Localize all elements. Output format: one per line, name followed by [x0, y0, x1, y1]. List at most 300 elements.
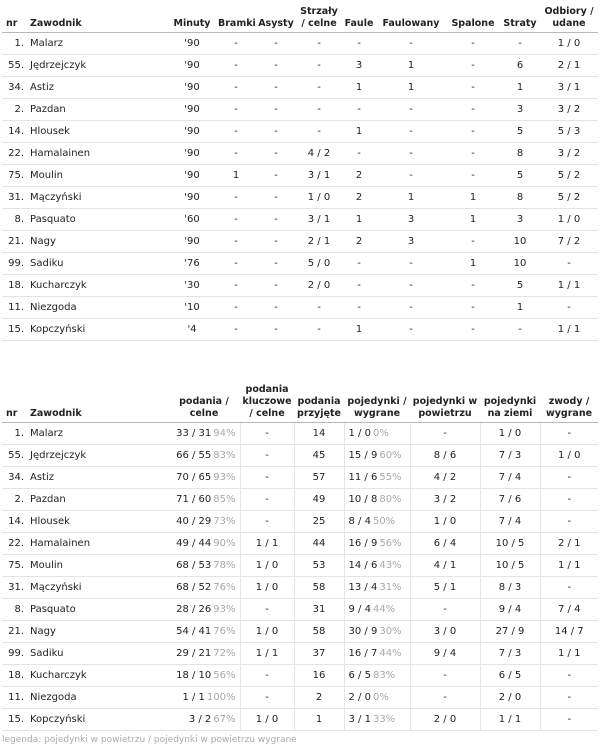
- cell-duels: [344, 466, 410, 488]
- cell-goals: -: [216, 54, 256, 76]
- cell-player: Kopczyński: [28, 708, 168, 730]
- cell-shots: 5 / 0: [296, 252, 342, 274]
- cell-air-duels: 2 / 0: [410, 708, 480, 730]
- cell-fouls: -: [342, 142, 376, 164]
- cell-passes: [168, 422, 240, 444]
- cell-contests: -: [540, 664, 598, 686]
- cell-player: Nagy: [28, 620, 168, 642]
- cell-losses: 5: [500, 164, 540, 186]
- cell-assists: -: [256, 230, 296, 252]
- cell-offsides: -: [446, 120, 500, 142]
- cell-nr: 15.: [2, 318, 28, 340]
- cell-minutes: '4: [168, 318, 216, 340]
- table-row: [2, 274, 598, 296]
- cell-losses: -: [500, 318, 540, 340]
- cell-contests: -: [540, 466, 598, 488]
- cell-received: 49: [294, 488, 344, 510]
- cell-offsides: -: [446, 32, 500, 54]
- cell-assists: -: [256, 142, 296, 164]
- cell-duels-value: 8 / 4: [348, 515, 371, 527]
- table-header-row: [2, 375, 598, 422]
- cell-fouls: 1: [342, 76, 376, 98]
- cell-shots: 2 / 1: [296, 230, 342, 252]
- cell-offsides: -: [446, 274, 500, 296]
- cell-recoveries: 1 / 0: [540, 208, 598, 230]
- cell-passes: [168, 686, 240, 708]
- cell-offsides: -: [446, 98, 500, 120]
- cell-duels: [344, 686, 410, 708]
- cell-duels-value: 14 / 6: [348, 559, 378, 571]
- col-minutes: Minuty: [168, 0, 216, 32]
- cell-passes-value: 33 / 31: [176, 427, 212, 439]
- cell-fouls: 2: [342, 164, 376, 186]
- col-passes: podania / celne: [168, 375, 240, 422]
- col-nr: nr: [2, 375, 28, 422]
- cell-duels: [344, 510, 410, 532]
- cell-minutes: '90: [168, 120, 216, 142]
- cell-fouled: -: [376, 164, 446, 186]
- cell-nr: 22.: [2, 532, 28, 554]
- cell-fouls: 2: [342, 230, 376, 252]
- table-row: [2, 598, 598, 620]
- cell-ground-duels: 2 / 0: [480, 686, 540, 708]
- cell-duels-value: 3 / 1: [348, 713, 371, 725]
- cell-duels-percent: 55%: [379, 471, 402, 483]
- cell-passes-value: 71 / 60: [176, 493, 212, 505]
- table-row: [2, 186, 598, 208]
- cell-recoveries: 5 / 3: [540, 120, 598, 142]
- cell-assists: -: [256, 54, 296, 76]
- cell-shots: 1 / 0: [296, 186, 342, 208]
- cell-minutes: '76: [168, 252, 216, 274]
- cell-passes-percent: 93%: [213, 603, 236, 615]
- table-row: [2, 532, 598, 554]
- cell-contests: 1 / 1: [540, 554, 598, 576]
- stats-table-passing-duels: [2, 375, 598, 731]
- cell-player: Sadiku: [28, 252, 168, 274]
- cell-minutes: '90: [168, 54, 216, 76]
- cell-passes: [168, 510, 240, 532]
- cell-losses: 1: [500, 296, 540, 318]
- cell-duels-percent: 31%: [379, 581, 402, 593]
- cell-ground-duels: 7 / 3: [480, 642, 540, 664]
- cell-nr: 34.: [2, 466, 28, 488]
- cell-fouls: 3: [342, 54, 376, 76]
- cell-received: 53: [294, 554, 344, 576]
- cell-minutes: '90: [168, 142, 216, 164]
- cell-fouled: -: [376, 142, 446, 164]
- cell-recoveries: 1 / 1: [540, 318, 598, 340]
- cell-player: Kopczyński: [28, 318, 168, 340]
- table-header-row: [2, 0, 598, 32]
- cell-duels-percent: 0%: [372, 691, 389, 703]
- cell-duels-value: 9 / 4: [348, 603, 371, 615]
- cell-passes-percent: 67%: [213, 713, 236, 725]
- cell-losses: 8: [500, 186, 540, 208]
- cell-key-passes: 1 / 1: [240, 532, 294, 554]
- cell-duels: [344, 620, 410, 642]
- cell-recoveries: 3 / 1: [540, 76, 598, 98]
- cell-nr: 75.: [2, 554, 28, 576]
- cell-nr: 2.: [2, 98, 28, 120]
- cell-fouls: 1: [342, 318, 376, 340]
- cell-player: Niezgoda: [28, 686, 168, 708]
- cell-offsides: 1: [446, 186, 500, 208]
- cell-player: Mączyński: [28, 186, 168, 208]
- cell-air-duels: 6 / 4: [410, 532, 480, 554]
- cell-shots: -: [296, 76, 342, 98]
- cell-fouled: 3: [376, 230, 446, 252]
- cell-duels-value: 13 / 4: [348, 581, 378, 593]
- cell-duels-value: 2 / 0: [348, 691, 371, 703]
- table-row: [2, 708, 598, 730]
- cell-recoveries: 1 / 1: [540, 274, 598, 296]
- cell-losses: 5: [500, 120, 540, 142]
- cell-goals: -: [216, 186, 256, 208]
- cell-passes-value: 18 / 10: [176, 669, 212, 681]
- cell-fouls: -: [342, 98, 376, 120]
- cell-player: Astiz: [28, 466, 168, 488]
- cell-ground-duels: 6 / 5: [480, 664, 540, 686]
- cell-player: Kucharczyk: [28, 274, 168, 296]
- cell-passes-value: 54 / 41: [176, 625, 212, 637]
- cell-duels-percent: 33%: [372, 713, 396, 725]
- cell-fouls: 1: [342, 120, 376, 142]
- col-duels: pojedynki / wygrane: [344, 375, 410, 422]
- table-row: [2, 642, 598, 664]
- cell-air-duels: 4 / 1: [410, 554, 480, 576]
- cell-duels-percent: 43%: [379, 559, 402, 571]
- cell-shots: -: [296, 318, 342, 340]
- cell-nr: 14.: [2, 120, 28, 142]
- cell-duels: [344, 576, 410, 598]
- table-row: [2, 686, 598, 708]
- table-row: [2, 576, 598, 598]
- cell-offsides: -: [446, 142, 500, 164]
- cell-air-duels: 4 / 2: [410, 466, 480, 488]
- cell-key-passes: 1 / 0: [240, 576, 294, 598]
- cell-shots: 3 / 1: [296, 208, 342, 230]
- table-row: [2, 510, 598, 532]
- cell-passes-percent: 90%: [213, 537, 236, 549]
- table-row: [2, 142, 598, 164]
- cell-contests: -: [540, 488, 598, 510]
- cell-passes-percent: 72%: [213, 647, 236, 659]
- col-assists: Asysty: [256, 0, 296, 32]
- table-row: [2, 318, 598, 340]
- cell-duels-percent: 44%: [379, 647, 402, 659]
- cell-player: Malarz: [28, 32, 168, 54]
- cell-received: 58: [294, 620, 344, 642]
- cell-goals: -: [216, 76, 256, 98]
- cell-nr: 22.: [2, 142, 28, 164]
- cell-offsides: -: [446, 230, 500, 252]
- cell-fouled: -: [376, 318, 446, 340]
- cell-minutes: '90: [168, 98, 216, 120]
- table-row: [2, 554, 598, 576]
- cell-shots: -: [296, 54, 342, 76]
- cell-passes-value: 3 / 2: [188, 713, 212, 725]
- cell-player: Mączyński: [28, 576, 168, 598]
- cell-ground-duels: 9 / 4: [480, 598, 540, 620]
- cell-player: Niezgoda: [28, 296, 168, 318]
- cell-assists: -: [256, 76, 296, 98]
- cell-nr: 31.: [2, 576, 28, 598]
- legend-note: legenda: pojedynki w powietrzu / pojedynki w powietrzu wygrane: [2, 735, 297, 745]
- cell-fouls: -: [342, 252, 376, 274]
- cell-passes-percent: 78%: [213, 559, 236, 571]
- cell-passes-value: 28 / 26: [176, 603, 212, 615]
- cell-ground-duels: 1 / 1: [480, 708, 540, 730]
- cell-key-passes: -: [240, 598, 294, 620]
- stats-table-general-body: [2, 32, 598, 340]
- table-row: [2, 230, 598, 252]
- cell-player: Hlousek: [28, 120, 168, 142]
- col-contests: zwody / wygrane: [540, 375, 598, 422]
- cell-key-passes: -: [240, 444, 294, 466]
- cell-losses: 3: [500, 208, 540, 230]
- cell-contests: 1 / 0: [540, 444, 598, 466]
- cell-recoveries: 5 / 2: [540, 164, 598, 186]
- stats-table-general: [2, 0, 598, 341]
- table-row: [2, 296, 598, 318]
- cell-passes-percent: 83%: [213, 449, 236, 461]
- cell-received: 44: [294, 532, 344, 554]
- cell-shots: -: [296, 296, 342, 318]
- cell-air-duels: -: [410, 598, 480, 620]
- col-losses: Straty: [500, 0, 540, 32]
- col-nr: nr: [2, 0, 28, 32]
- cell-goals: -: [216, 296, 256, 318]
- cell-key-passes: 1 / 1: [240, 642, 294, 664]
- cell-goals: -: [216, 274, 256, 296]
- cell-passes-percent: 85%: [213, 493, 236, 505]
- cell-passes-percent: 76%: [213, 625, 236, 637]
- col-key-passes: podania kluczowe / celne: [240, 375, 294, 422]
- cell-nr: 99.: [2, 642, 28, 664]
- cell-ground-duels: 7 / 4: [480, 466, 540, 488]
- cell-fouled: 3: [376, 208, 446, 230]
- cell-fouls: -: [342, 32, 376, 54]
- cell-air-duels: 3 / 2: [410, 488, 480, 510]
- col-shots: Strzały / celne: [296, 0, 342, 32]
- cell-offsides: -: [446, 76, 500, 98]
- cell-recoveries: 7 / 2: [540, 230, 598, 252]
- cell-passes: [168, 664, 240, 686]
- cell-passes: [168, 576, 240, 598]
- cell-key-passes: -: [240, 510, 294, 532]
- cell-air-duels: -: [410, 686, 480, 708]
- cell-offsides: -: [446, 318, 500, 340]
- cell-passes: [168, 598, 240, 620]
- cell-contests: -: [540, 510, 598, 532]
- cell-shots: -: [296, 32, 342, 54]
- cell-passes: [168, 466, 240, 488]
- cell-air-duels: -: [410, 664, 480, 686]
- cell-losses: 10: [500, 252, 540, 274]
- cell-player: Astiz: [28, 76, 168, 98]
- cell-fouled: 1: [376, 54, 446, 76]
- cell-goals: -: [216, 252, 256, 274]
- cell-offsides: -: [446, 296, 500, 318]
- cell-duels-percent: 0%: [372, 427, 389, 439]
- cell-minutes: '90: [168, 164, 216, 186]
- cell-key-passes: 1 / 0: [240, 554, 294, 576]
- cell-passes: [168, 532, 240, 554]
- cell-shots: 2 / 0: [296, 274, 342, 296]
- cell-fouled: -: [376, 274, 446, 296]
- cell-received: 31: [294, 598, 344, 620]
- cell-assists: -: [256, 164, 296, 186]
- cell-minutes: '60: [168, 208, 216, 230]
- cell-minutes: '30: [168, 274, 216, 296]
- cell-recoveries: 2 / 1: [540, 54, 598, 76]
- col-offsides: Spalone: [446, 0, 500, 32]
- cell-nr: 1.: [2, 422, 28, 444]
- table-row: [2, 488, 598, 510]
- cell-player: Kucharczyk: [28, 664, 168, 686]
- cell-offsides: -: [446, 164, 500, 186]
- cell-passes: [168, 642, 240, 664]
- cell-key-passes: -: [240, 686, 294, 708]
- cell-player: Hamalainen: [28, 142, 168, 164]
- cell-losses: 5: [500, 274, 540, 296]
- cell-received: 2: [294, 686, 344, 708]
- cell-fouls: 2: [342, 186, 376, 208]
- cell-goals: -: [216, 142, 256, 164]
- cell-player: Pazdan: [28, 488, 168, 510]
- cell-contests: -: [540, 708, 598, 730]
- cell-player: Jędrzejczyk: [28, 54, 168, 76]
- cell-passes-value: 29 / 21: [176, 647, 212, 659]
- cell-duels-percent: 50%: [372, 515, 396, 527]
- cell-contests: -: [540, 422, 598, 444]
- cell-duels-value: 15 / 9: [348, 449, 378, 461]
- cell-received: 16: [294, 664, 344, 686]
- cell-goals: 1: [216, 164, 256, 186]
- cell-assists: -: [256, 296, 296, 318]
- cell-assists: -: [256, 120, 296, 142]
- cell-nr: 2.: [2, 488, 28, 510]
- cell-ground-duels: 7 / 6: [480, 488, 540, 510]
- cell-key-passes: -: [240, 422, 294, 444]
- cell-key-passes: 1 / 0: [240, 620, 294, 642]
- table-row: [2, 620, 598, 642]
- cell-nr: 55.: [2, 54, 28, 76]
- col-player: Zawodnik: [28, 375, 168, 422]
- cell-duels: [344, 664, 410, 686]
- table-row: [2, 466, 598, 488]
- cell-assists: -: [256, 252, 296, 274]
- cell-duels-percent: 44%: [372, 603, 396, 615]
- cell-recoveries: 5 / 2: [540, 186, 598, 208]
- cell-ground-duels: 7 / 4: [480, 510, 540, 532]
- col-recoveries: Odbiory / udane: [540, 0, 598, 32]
- cell-nr: 11.: [2, 686, 28, 708]
- cell-duels-value: 10 / 8: [348, 493, 378, 505]
- cell-key-passes: -: [240, 664, 294, 686]
- cell-player: Sadiku: [28, 642, 168, 664]
- table-row: [2, 164, 598, 186]
- cell-ground-duels: 8 / 3: [480, 576, 540, 598]
- cell-losses: 6: [500, 54, 540, 76]
- cell-duels: [344, 598, 410, 620]
- cell-duels: [344, 642, 410, 664]
- table-row: [2, 76, 598, 98]
- cell-key-passes: -: [240, 466, 294, 488]
- cell-received: 37: [294, 642, 344, 664]
- cell-minutes: '90: [168, 186, 216, 208]
- cell-nr: 18.: [2, 664, 28, 686]
- cell-fouled: -: [376, 98, 446, 120]
- cell-ground-duels: 1 / 0: [480, 422, 540, 444]
- cell-minutes: '90: [168, 32, 216, 54]
- cell-ground-duels: 27 / 9: [480, 620, 540, 642]
- cell-passes: [168, 444, 240, 466]
- cell-losses: 8: [500, 142, 540, 164]
- col-ground-duels: pojedynki na ziemi: [480, 375, 540, 422]
- cell-recoveries: 3 / 2: [540, 98, 598, 120]
- cell-passes-percent: 76%: [213, 581, 236, 593]
- cell-passes-percent: 94%: [213, 427, 236, 439]
- cell-fouls: 1: [342, 208, 376, 230]
- cell-shots: 3 / 1: [296, 164, 342, 186]
- cell-passes-value: 40 / 29: [176, 515, 212, 527]
- cell-fouled: 1: [376, 186, 446, 208]
- cell-passes-value: 66 / 55: [176, 449, 212, 461]
- cell-assists: -: [256, 186, 296, 208]
- cell-ground-duels: 10 / 5: [480, 532, 540, 554]
- cell-player: Jędrzejczyk: [28, 444, 168, 466]
- cell-player: Malarz: [28, 422, 168, 444]
- cell-passes-percent: 100%: [206, 691, 236, 703]
- cell-received: 14: [294, 422, 344, 444]
- cell-duels-percent: 83%: [372, 669, 396, 681]
- cell-contests: -: [540, 686, 598, 708]
- table-row: [2, 252, 598, 274]
- cell-nr: 75.: [2, 164, 28, 186]
- cell-received: 58: [294, 576, 344, 598]
- cell-nr: 55.: [2, 444, 28, 466]
- cell-nr: 1.: [2, 32, 28, 54]
- cell-duels-percent: 56%: [379, 537, 402, 549]
- cell-duels: [344, 444, 410, 466]
- cell-goals: -: [216, 230, 256, 252]
- col-fouled: Faulowany: [376, 0, 446, 32]
- cell-minutes: '90: [168, 230, 216, 252]
- table-row: [2, 664, 598, 686]
- cell-duels-value: 1 / 0: [348, 427, 371, 439]
- cell-player: Pasquato: [28, 208, 168, 230]
- cell-duels: [344, 708, 410, 730]
- cell-shots: 4 / 2: [296, 142, 342, 164]
- cell-ground-duels: 10 / 5: [480, 554, 540, 576]
- cell-duels-percent: 30%: [379, 625, 402, 637]
- cell-losses: -: [500, 32, 540, 54]
- cell-recoveries: -: [540, 296, 598, 318]
- cell-duels-value: 16 / 7: [348, 647, 378, 659]
- cell-passes-value: 68 / 53: [176, 559, 212, 571]
- cell-nr: 15.: [2, 708, 28, 730]
- cell-air-duels: 8 / 6: [410, 444, 480, 466]
- cell-goals: -: [216, 32, 256, 54]
- cell-player: Moulin: [28, 554, 168, 576]
- cell-nr: 21.: [2, 620, 28, 642]
- cell-passes: [168, 708, 240, 730]
- cell-losses: 3: [500, 98, 540, 120]
- table-row: [2, 98, 598, 120]
- cell-nr: 21.: [2, 230, 28, 252]
